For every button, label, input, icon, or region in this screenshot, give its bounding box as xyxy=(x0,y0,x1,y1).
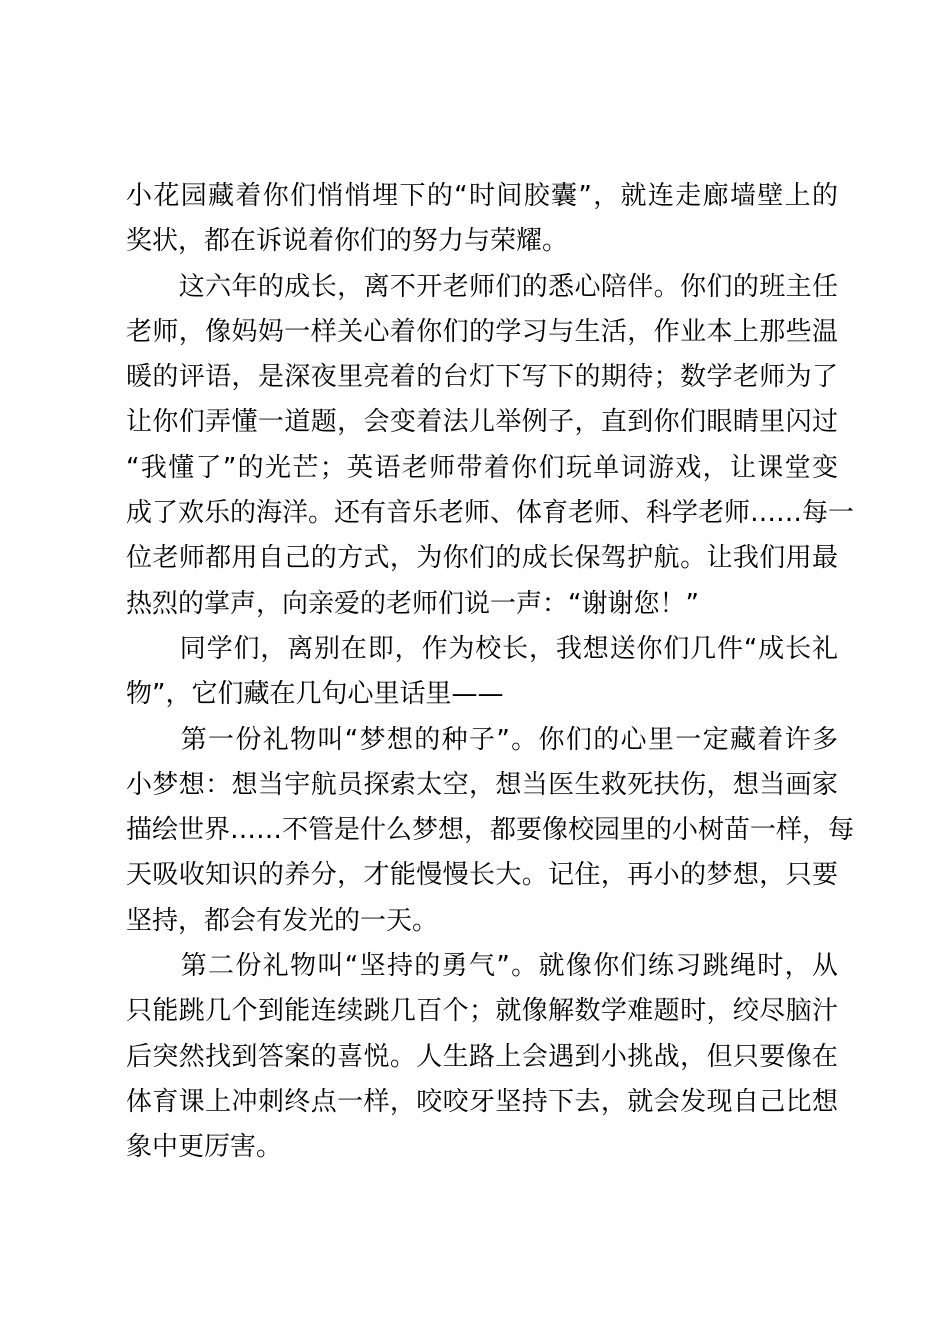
text-line: 热烈的掌声，向亲爱的老师们说一声：“谢谢您！” xyxy=(126,588,699,619)
text-line: 只能跳几个到能连续跳几百个；就像解数学难题时，绞尽脑汁 xyxy=(126,996,838,1027)
text-line: 物”，它们藏在几句心里话里—— xyxy=(126,679,504,710)
text-line: 小梦想：想当宇航员探索太空，想当医生救死扶伤，想当画家 xyxy=(126,769,838,800)
text-line: 暖的评语，是深夜里亮着的台灯下写下的期待；数学老师为了 xyxy=(126,362,838,393)
text-line: 天吸收知识的养分，才能慢慢长大。记住，再小的梦想，只要 xyxy=(126,860,838,891)
text-line: 老师，像妈妈一样关心着你们的学习与生活，作业本上那些温 xyxy=(126,316,838,347)
text-line: 第二份礼物叫“坚持的勇气”。就像你们练习跳绳时，从 xyxy=(126,951,838,982)
text-line: 后突然找到答案的喜悦。人生路上会遇到小挑战，但只要像在 xyxy=(126,1041,838,1072)
paragraph-3 xyxy=(126,627,838,718)
text-line: “我懂了”的光芒；英语老师带着你们玩单词游戏，让课堂变 xyxy=(126,452,838,483)
text-line: 成了欢乐的海洋。还有音乐老师、体育老师、科学老师……每一 xyxy=(126,498,855,529)
paragraph-5 xyxy=(126,944,838,1170)
text-line: 坚持，都会有发光的一天。 xyxy=(126,905,439,936)
text-line: 同学们，离别在即，作为校长，我想送你们几件“成长礼 xyxy=(126,633,838,664)
text-line: 小花园藏着你们悄悄埋下的“时间胶囊”，就连走廊墙壁上的 xyxy=(126,181,838,211)
text-line: 这六年的成长，离不开老师们的悉心陪伴。你们的班主任 xyxy=(126,271,838,302)
document-body xyxy=(126,174,855,1171)
text-line: 象中更厉害。 xyxy=(126,1132,283,1163)
text-line: 体育课上冲刺终点一样，咬咬牙坚持下去，就会发现自己比想 xyxy=(126,1086,838,1117)
paragraph-4 xyxy=(126,718,855,944)
paragraph-2 xyxy=(126,265,855,627)
text-line: 描绘世界……不管是什么梦想，都要像校园里的小树苗一样，每 xyxy=(126,815,855,846)
text-line: 让你们弄懂一道题，会变着法儿举例子，直到你们眼睛里闪过 xyxy=(126,407,838,438)
text-line: 位老师都用自己的方式，为你们的成长保驾护航。让我们用最 xyxy=(126,543,838,574)
text-line: 第一份礼物叫“梦想的种子”。你们的心里一定藏着许多 xyxy=(126,724,838,755)
paragraph-1 xyxy=(126,174,838,265)
text-line: 奖状，都在诉说着你们的努力与荣耀。 xyxy=(126,226,569,257)
